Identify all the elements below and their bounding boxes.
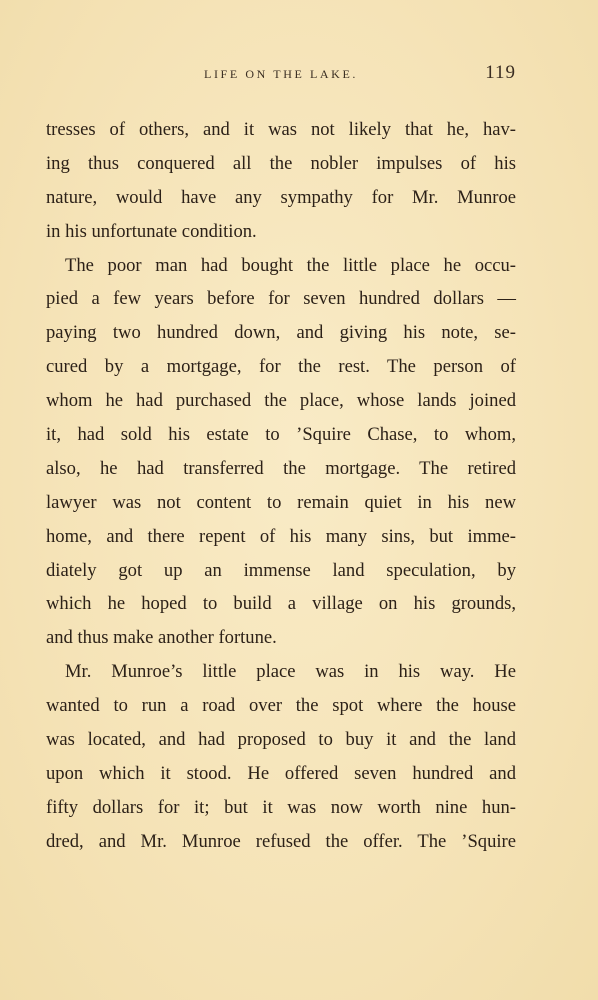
text-line: paying two hundred down, and giving his note, se-: [46, 322, 516, 344]
text-line: nature, would have any sympathy for Mr. Munroe: [46, 186, 516, 208]
body-text: [46, 113, 516, 859]
text-line: fifty dollars for it; but it was now worth nine hun-: [46, 796, 516, 818]
text-line: whom he had purchased the place, whose lands joined: [46, 390, 516, 412]
text-line: tresses of others, and it was not likely that he, hav-: [46, 119, 516, 140]
text-line: dred, and Mr. Munroe refused the offer. The ’Squire: [46, 830, 516, 852]
text-line: cured by a mortgage, for the rest. The person of: [46, 356, 516, 378]
text-line: was located, and had proposed to buy it and the land: [46, 729, 516, 751]
text-line: wanted to run a road over the spot where the house: [46, 695, 516, 717]
text-line: upon which it stood. He offered seven hundred and: [46, 762, 516, 784]
text-line: also, he had transferred the mortgage. The retired: [46, 457, 516, 479]
paragraph-2: [46, 249, 516, 656]
running-title: LIFE ON THE LAKE.: [204, 67, 358, 81]
paragraph-1: [46, 113, 516, 249]
text-line: pied a few years before for seven hundred dollars —: [46, 288, 516, 310]
text-line: which he hoped to build a village on his grounds,: [46, 593, 516, 615]
text-line: ing thus conquered all the nobler impulses of his: [46, 152, 516, 174]
running-head: [46, 62, 516, 86]
text-line: The poor man had bought the little place he occu-: [65, 254, 516, 276]
text-line: home, and there repent of his many sins, but imme-: [46, 525, 516, 547]
text-line: diately got up an immense land speculation, by: [46, 559, 516, 581]
paragraph-3: [46, 655, 516, 858]
text-line: Mr. Munroe’s little place was in his way. He: [65, 661, 516, 683]
text-line: in his unfortunate condition.: [46, 220, 257, 242]
text-line: and thus make another fortune.: [46, 627, 277, 649]
text-line: it, had sold his estate to ’Squire Chase, to whom,: [46, 424, 516, 446]
page-number: 119: [485, 62, 516, 83]
text-line: lawyer was not content to remain quiet in his new: [46, 491, 516, 513]
